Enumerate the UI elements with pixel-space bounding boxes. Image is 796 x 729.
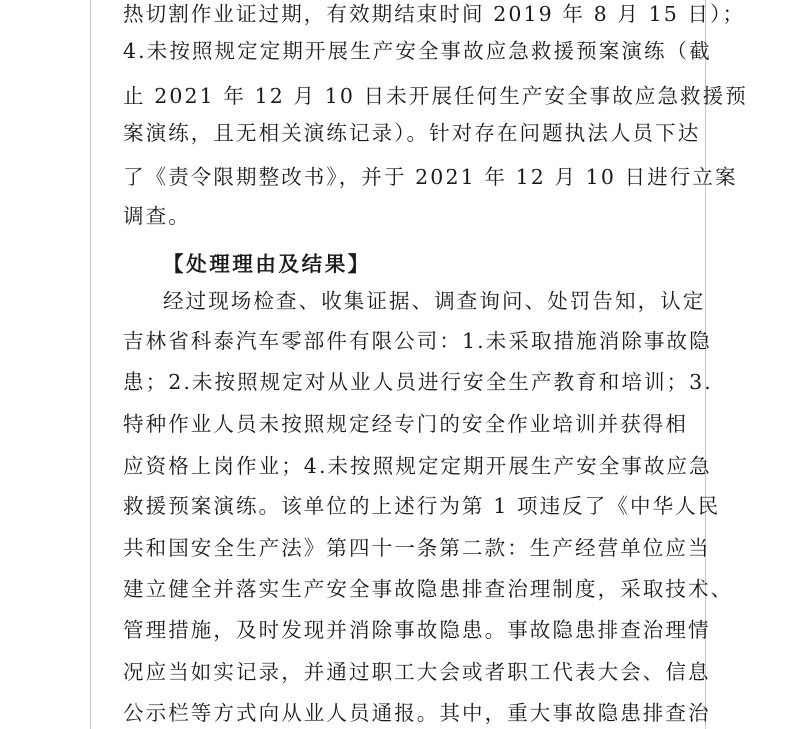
text-line: 患；2.未按照规定对从业人员进行安全生产教育和培训；3. <box>123 370 713 394</box>
text-line: 救援预案演练。该单位的上述行为第 1 项违反了《中华人民 <box>123 494 721 518</box>
text-line: 吉林省科泰汽车零部件有限公司：1.未采取措施消除事故隐 <box>123 329 712 353</box>
text-line: 公示栏等方式向从业人员通报。其中，重大事故隐患排查治 <box>123 701 711 725</box>
text-line: 调查。 <box>123 204 191 228</box>
text-line: 案演练，且无相关演练记录）。针对存在问题执法人员下达 <box>123 121 701 145</box>
section-heading: 【处理理由及结果】 <box>163 252 371 276</box>
text-line: 况应当如实记录，并通过职工大会或者职工代表大会、信息 <box>123 660 711 684</box>
text-line: 了《责令限期整改书》，并于 2021 年 12 月 10 日进行立案 <box>123 165 738 189</box>
text-line: 止 2021 年 12 月 10 日未开展任何生产安全事故应急救援预 <box>123 84 748 108</box>
text-line: 特种作业人员未按照规定经专门的安全作业培训并获得相 <box>123 412 688 436</box>
left-margin-line <box>90 0 91 729</box>
text-line: 共和国安全生产法》第四十一条第二款：生产经营单位应当 <box>123 536 711 560</box>
text-line: 管理措施，及时发现并消除事故隐患。事故隐患排查治理情 <box>123 618 711 642</box>
text-line: 建立健全并落实生产安全事故隐患排查治理制度，采取技术、 <box>123 577 734 601</box>
text-line: 热切割作业证过期，有效期结束时间 2019 年 8 月 15 日）； <box>123 2 746 26</box>
text-line: 应资格上岗作业；4.未按照规定定期开展生产安全事故应急 <box>123 454 712 478</box>
text-line: 经过现场检查、收集证据、调查询问、处罚告知，认定 <box>163 289 706 313</box>
text-line: 4.未按照规定定期开展生产安全事故应急救援预案演练（截 <box>123 39 712 63</box>
